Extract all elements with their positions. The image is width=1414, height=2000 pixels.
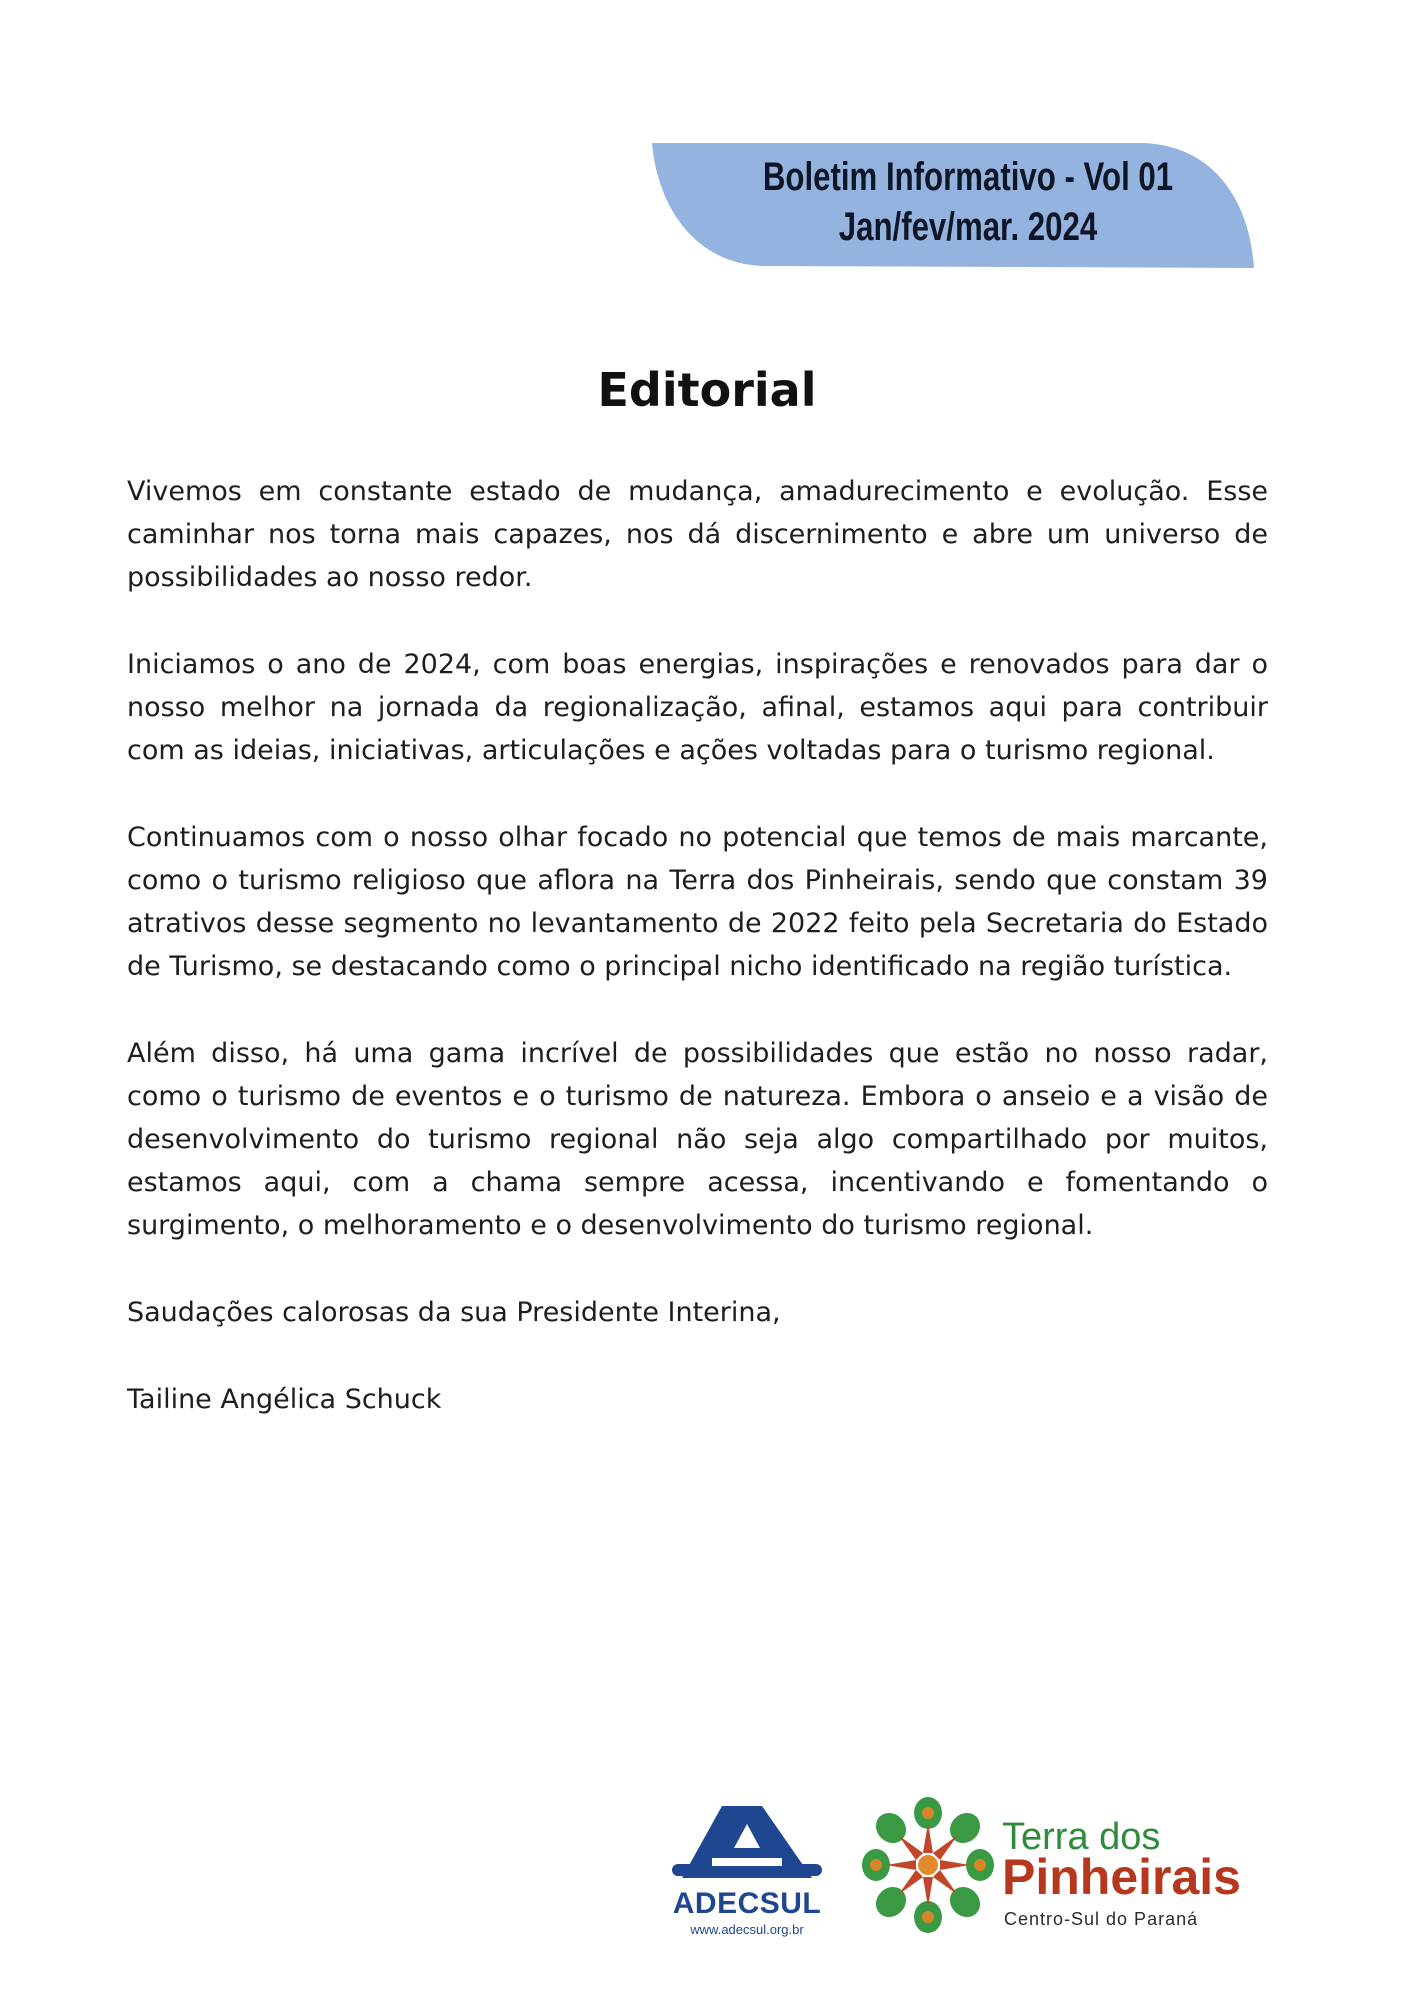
- adecsul-url: www.adecsul.org.br: [690, 1922, 804, 1937]
- paragraph: Além disso, há uma gama incrível de possibilidades que estão no nosso radar, como o turismo de eventos e o turismo de natureza. Embora o anseio e a visão de desenvolvimento do turismo regional não seja algo compartilhado por muitos, estamos aqui, com a chama sempre acessa, incentivando e fomentando o surgimento, o melhoramento e o desenvolvimento do turismo regional.: [127, 1038, 1268, 1241]
- pine-flower-icon: [862, 1795, 1002, 1935]
- logo-text-pinheirais: Pinheirais: [1002, 1849, 1241, 1905]
- paragraph: Vivemos em constante estado de mudança, amadurecimento e evolução. Esse caminhar nos torna mais capazes, nos dá discernimento e abre um universo de possibilidades ao nosso redor.: [127, 476, 1268, 593]
- bulletin-period: Jan/fev/mar. 2024: [838, 205, 1098, 249]
- header-banner: [652, 143, 1254, 268]
- bulletin-volume: Boletim Informativo - Vol 01: [762, 155, 1174, 199]
- adecsul-a-icon: [672, 1800, 822, 1890]
- paragraph: Continuamos com o nosso olhar focado no potencial que temos de mais marcante, como o turismo religioso que aflora na Terra dos Pinheirais, sendo que constam 39 atrativos desse segmento no levantamento de 2022 feito pela Secretaria do Estado de Turismo, se destacando como o principal nicho identificado na região turística.: [127, 822, 1268, 982]
- editorial-body: [127, 470, 1268, 1465]
- logo-text-terra: Terra dos: [1002, 1816, 1161, 1858]
- paragraph: Iniciamos o ano de 2024, com boas energias, inspirações e renovados para dar o nosso melhor na jornada da regionalização, afinal, estamos aqui para contribuir com as ideias, iniciativas, articulações e ações voltadas para o turismo regional.: [127, 649, 1268, 766]
- logo-text-region: Centro-Sul do Paraná: [1004, 1909, 1199, 1929]
- adecsul-logo: [672, 1800, 822, 1940]
- page-title: Editorial: [597, 363, 817, 417]
- banner-text: [745, 152, 1191, 252]
- terra-dos-pinheirais-logo: [862, 1795, 1282, 1945]
- adecsul-name: ADECSUL: [672, 1887, 822, 1920]
- closing-greeting: Saudações calorosas da sua Presidente Interina,: [127, 1297, 781, 1328]
- signature-name: Tailine Angélica Schuck: [127, 1384, 442, 1415]
